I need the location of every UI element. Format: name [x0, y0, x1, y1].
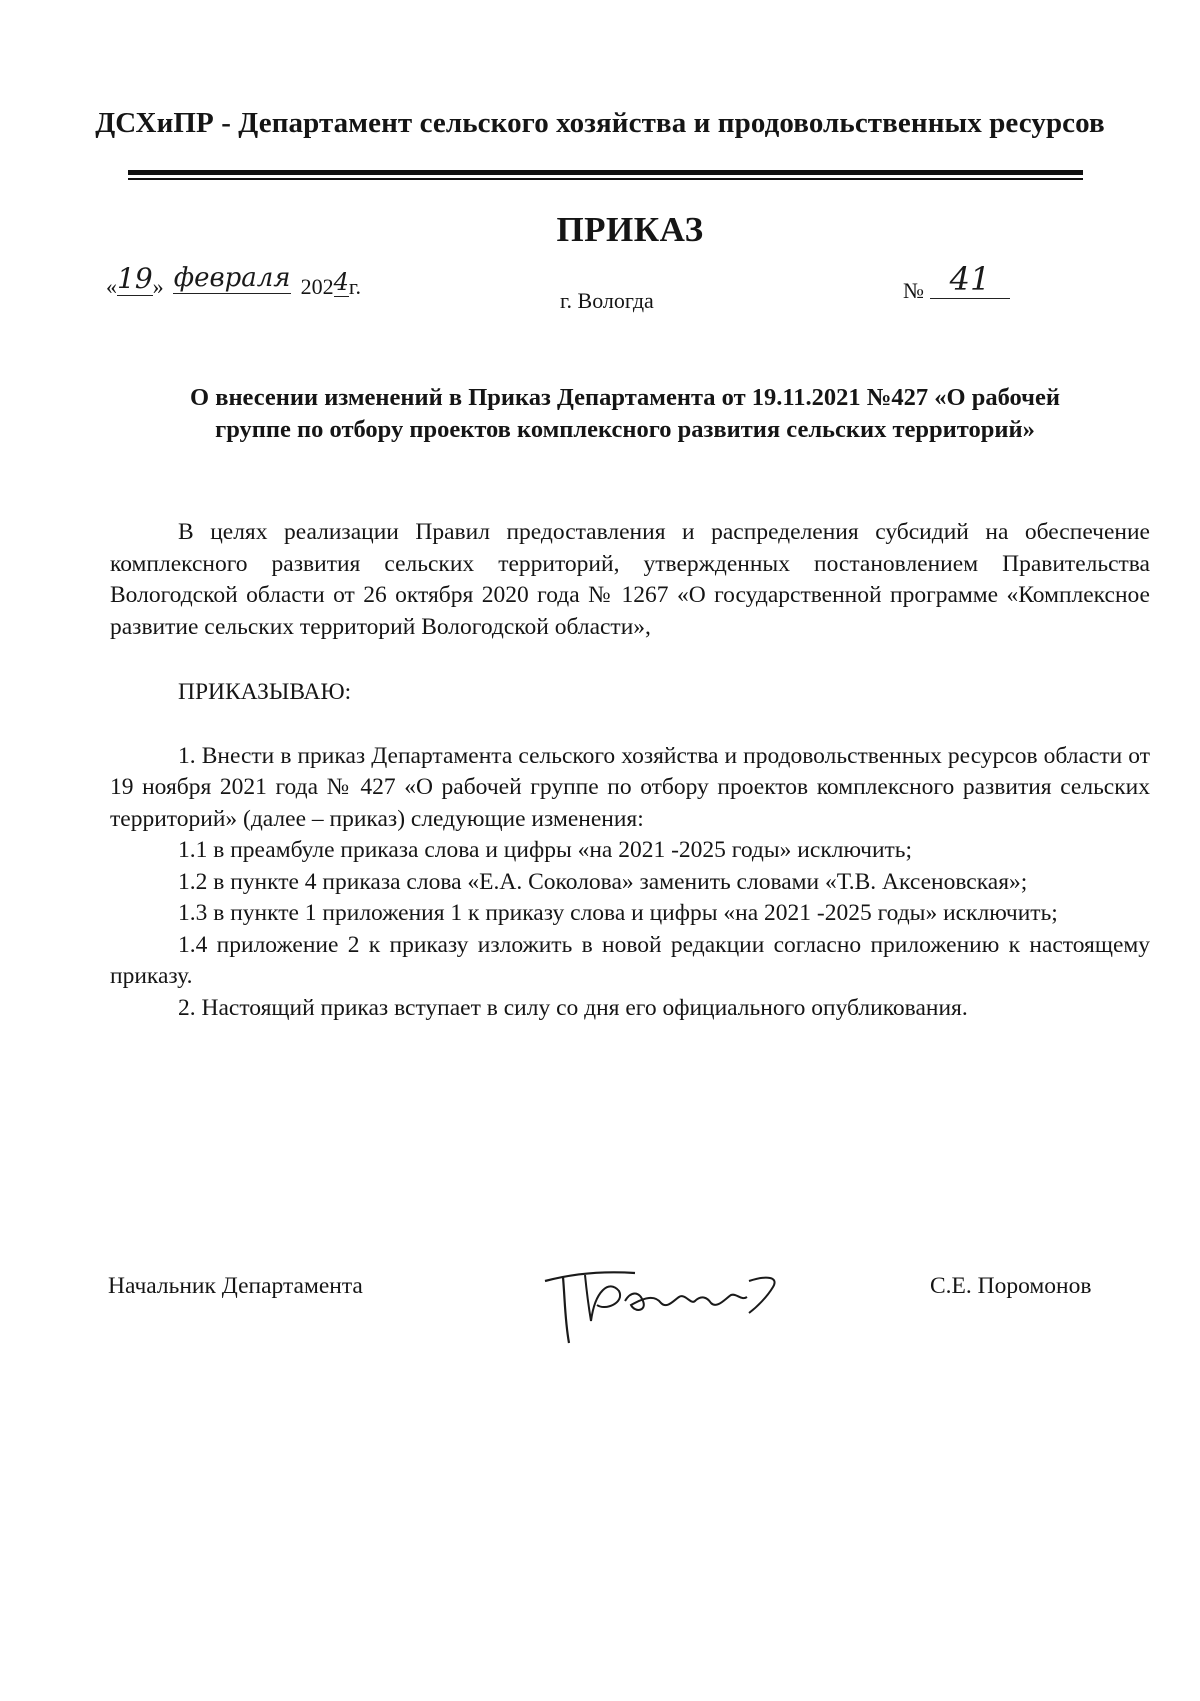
- number-value: 41: [930, 260, 1010, 299]
- item-1-1: 1.1 в преамбуле приказа слова и цифры «на 2021 -2025 годы» исключить;: [178, 837, 913, 863]
- order-date: [106, 262, 361, 302]
- signer-name: С.Е. Поромонов: [930, 1273, 1092, 1299]
- date-year-prefix: 202: [300, 274, 334, 299]
- handwritten-signature: [535, 1251, 795, 1351]
- subject-line-1: О внесении изменений в Приказ Департамента от 19.11.2021 №427 «О рабочей: [190, 384, 1060, 411]
- item-1: 1. Внести в приказ Департамента сельского хозяйства и продовольственных ресурсов области от 19 ноября 2021 года № 427 «О рабочей группе по отбору проектов комплексного развития сельских территорий» (далее – приказ) следующие изменения:: [110, 742, 1150, 832]
- order-word: ПРИКАЗЫВАЮ:: [178, 679, 352, 705]
- item-1-4: 1.4 приложение 2 к приказу изложить в новой редакции согласно приложению к настоящему приказу.: [110, 931, 1150, 989]
- header-rule-thick: [128, 170, 1083, 175]
- order-number: [903, 260, 1010, 307]
- signature-block: [0, 1255, 1200, 1345]
- document-title: ПРИКАЗ: [556, 210, 704, 249]
- date-close-quote: »: [152, 274, 164, 299]
- date-year-last-digit: 4: [333, 268, 349, 296]
- order-city: г. Вологда: [560, 288, 654, 313]
- preamble-paragraph: В целях реализации Правил предоставления и распределения субсидий на обеспечение комплексного развития сельских территорий, утвержденных постановлением Правительства Вологодской области от 26 октября 2020 года № 1267 «О государственной программе «Комплексное развитие сельских территорий Вологодской области»,: [110, 519, 1150, 640]
- order-subject: [100, 382, 1150, 446]
- item-1-2: 1.2 в пункте 4 приказа слова «Е.А. Соколова» заменить словами «Т.В. Аксеновская»;: [178, 868, 1028, 895]
- date-month: февраля: [173, 263, 291, 293]
- header-rule-thin: [128, 178, 1083, 180]
- date-open-quote: «: [106, 274, 117, 299]
- item-1-3: 1.3 в пункте 1 приложения 1 к приказу слова и цифры «на 2021 -2025 годы» исключить;: [178, 900, 1058, 926]
- organization-header: ДСХиПР - Департамент сельского хозяйства и продовольственных ресурсов: [95, 107, 1105, 139]
- subject-line-2: группе по отбору проектов комплексного развития сельских территорий»: [215, 416, 1035, 443]
- date-year-suffix: г.: [348, 274, 361, 299]
- number-label: №: [903, 278, 924, 303]
- order-body: [110, 517, 1150, 1024]
- item-2: 2. Настоящий приказ вступает в силу со дня его официального опубликования.: [178, 994, 968, 1021]
- date-day: 19: [117, 262, 153, 295]
- signer-position: Начальник Департамента: [108, 1273, 363, 1299]
